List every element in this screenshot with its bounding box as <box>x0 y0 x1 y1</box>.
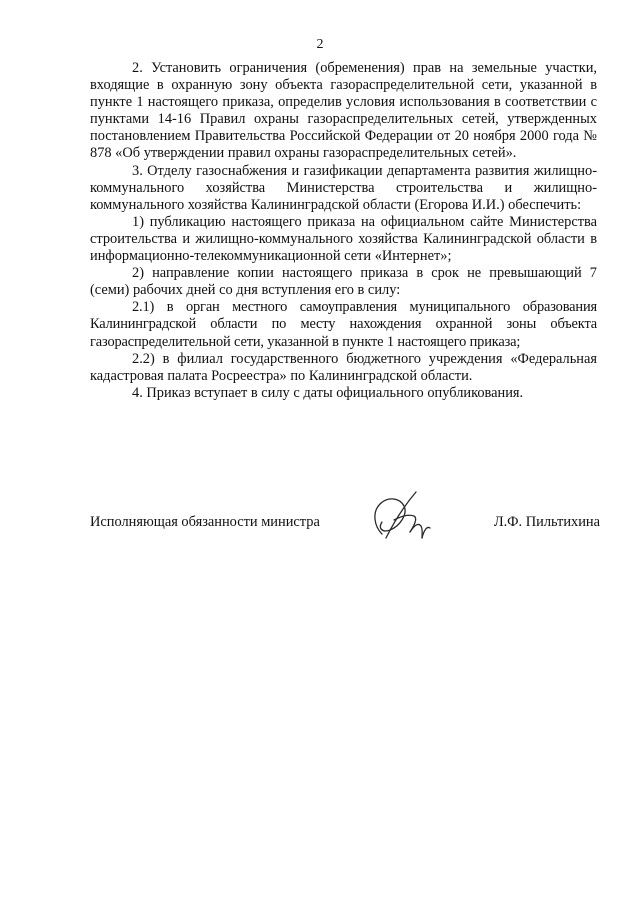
signature-block <box>90 512 600 534</box>
signer-name: Л.Ф. Пильтихина <box>493 514 600 530</box>
paragraph-subitem-2-2: 2.2) в филиал государственного бюджетного учреждения «Федеральная кадастровая палата Росреестра» по Калининградской области. <box>90 350 597 384</box>
paragraph-subitem-2: 2) направление копии настоящего приказа в срок не превышающий 7 (семи) рабочих дней со дня вступления его в силу: <box>90 265 597 299</box>
paragraph-subitem-1: 1) публикацию настоящего приказа на официальном сайте Министерства строительства и жилищно-коммунального хозяйства Калининградской области в информационно-телекоммуникационной сети «Интернет»; <box>90 213 597 265</box>
paragraph-item-4: 4. Приказ вступает в силу с даты официального опубликования. <box>132 384 524 401</box>
handwritten-signature <box>364 486 434 546</box>
paragraph-item-2: 2. Установить ограничения (обременения) прав на земельные участки, входящие в охранную зону объекта газораспределительной сети, указанной в пункте 1 настоящего приказа, определив условия использования в соответствии с пунктами 14-16 Правил охраны газораспределительных сетей, утвержденных постановлением Правительства Российской Федерации от 20 ноября 2000 года № 878 «Об утверждении правил охраны газораспределительных сетей». <box>90 60 597 162</box>
document-body <box>90 60 597 402</box>
page-number: 2 <box>316 37 324 52</box>
paragraph-item-3: 3. Отделу газоснабжения и газификации департамента развития жилищно-коммунального хозяйства Министерства строительства и жилищно-коммунального хозяйства Калининградской области (Егорова И.И.) обеспечить: <box>90 162 597 213</box>
paragraph-subitem-2-1: 2.1) в орган местного самоуправления муниципального образования Калининградской области по месту нахождения охранной зоны объекта газораспределительной сети, указанной в пункте 1 настоящего приказа; <box>90 299 597 350</box>
signer-position: Исполняющая обязанности министра <box>90 514 320 530</box>
